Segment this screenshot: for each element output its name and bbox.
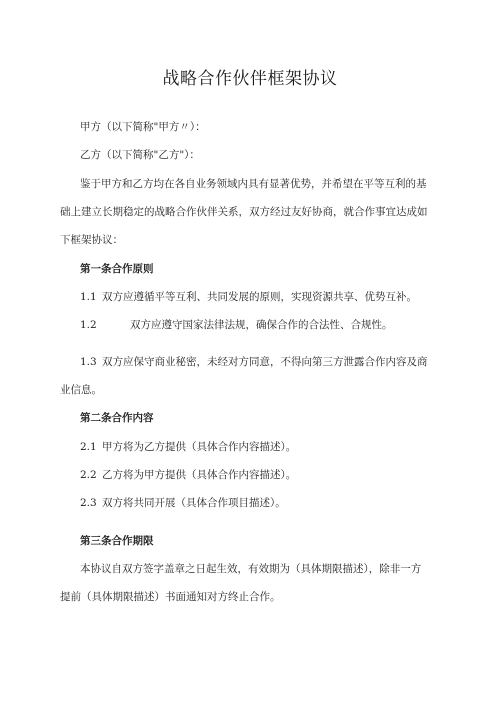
clause-2-3 [80, 496, 286, 510]
clause-number: 1.2 [80, 319, 97, 331]
clause-1-1 [80, 290, 417, 304]
clause-text: 双方将共同开展（具体合作项目描述）。 [102, 497, 286, 509]
preamble-line-3: 下框架协议： [60, 234, 123, 246]
clause-1-2 [80, 318, 393, 332]
clause-text: 乙方将为甲方提供（具体合作内容描述）。 [102, 469, 297, 481]
clause-1-3 [80, 355, 428, 369]
clause-number: 2.3 [80, 497, 97, 509]
clause-1-3-continued: 业信息。 [60, 384, 102, 396]
clause-text: 甲方将为乙方提供（具体合作内容描述）。 [102, 441, 297, 453]
clause-text: 双方应保守商业秘密，未经对方同意，不得向第三方泄露合作内容及商 [102, 356, 428, 368]
clause-2-1 [80, 440, 296, 454]
article1-heading: 第一条合作原则 [80, 263, 154, 275]
clause-number: 1.3 [80, 356, 97, 368]
article3-line-1: 本协议自双方签字盖章之日起生效，有效期为（具体期限描述），除非一方 [80, 563, 422, 575]
clause-number: 1.1 [80, 291, 97, 303]
article2-heading: 第二条合作内容 [80, 412, 154, 424]
article3-line-2: 提前（具体期限描述）书面通知对方终止合作。 [60, 591, 281, 603]
document-title: 战略合作伙伴框架协议 [162, 69, 338, 89]
clause-text: 双方应遵循平等互利、共同发展的原则，实现资源共享、优势互补。 [102, 291, 417, 303]
clause-number: 2.1 [80, 441, 97, 453]
preamble-line-1: 鉴于甲方和乙方均在各自业务领域内具有显著优势，并希望在平等互利的基 [80, 178, 427, 190]
article3-heading: 第三条合作期限 [80, 535, 154, 547]
party-b-line: 乙方（以下简称"乙方"）： [80, 149, 200, 161]
clause-2-2 [80, 468, 296, 482]
clause-text: 双方应遵守国家法律法规，确保合作的合法性、合规性。 [130, 319, 393, 331]
party-a-line: 甲方（以下简称"甲方〃）： [80, 121, 206, 133]
clause-number: 2.2 [80, 469, 97, 481]
preamble-line-2: 础上建立长期稳定的战略合作伙伴关系，双方经过友好协商，就合作事宜达成如 [60, 206, 428, 218]
